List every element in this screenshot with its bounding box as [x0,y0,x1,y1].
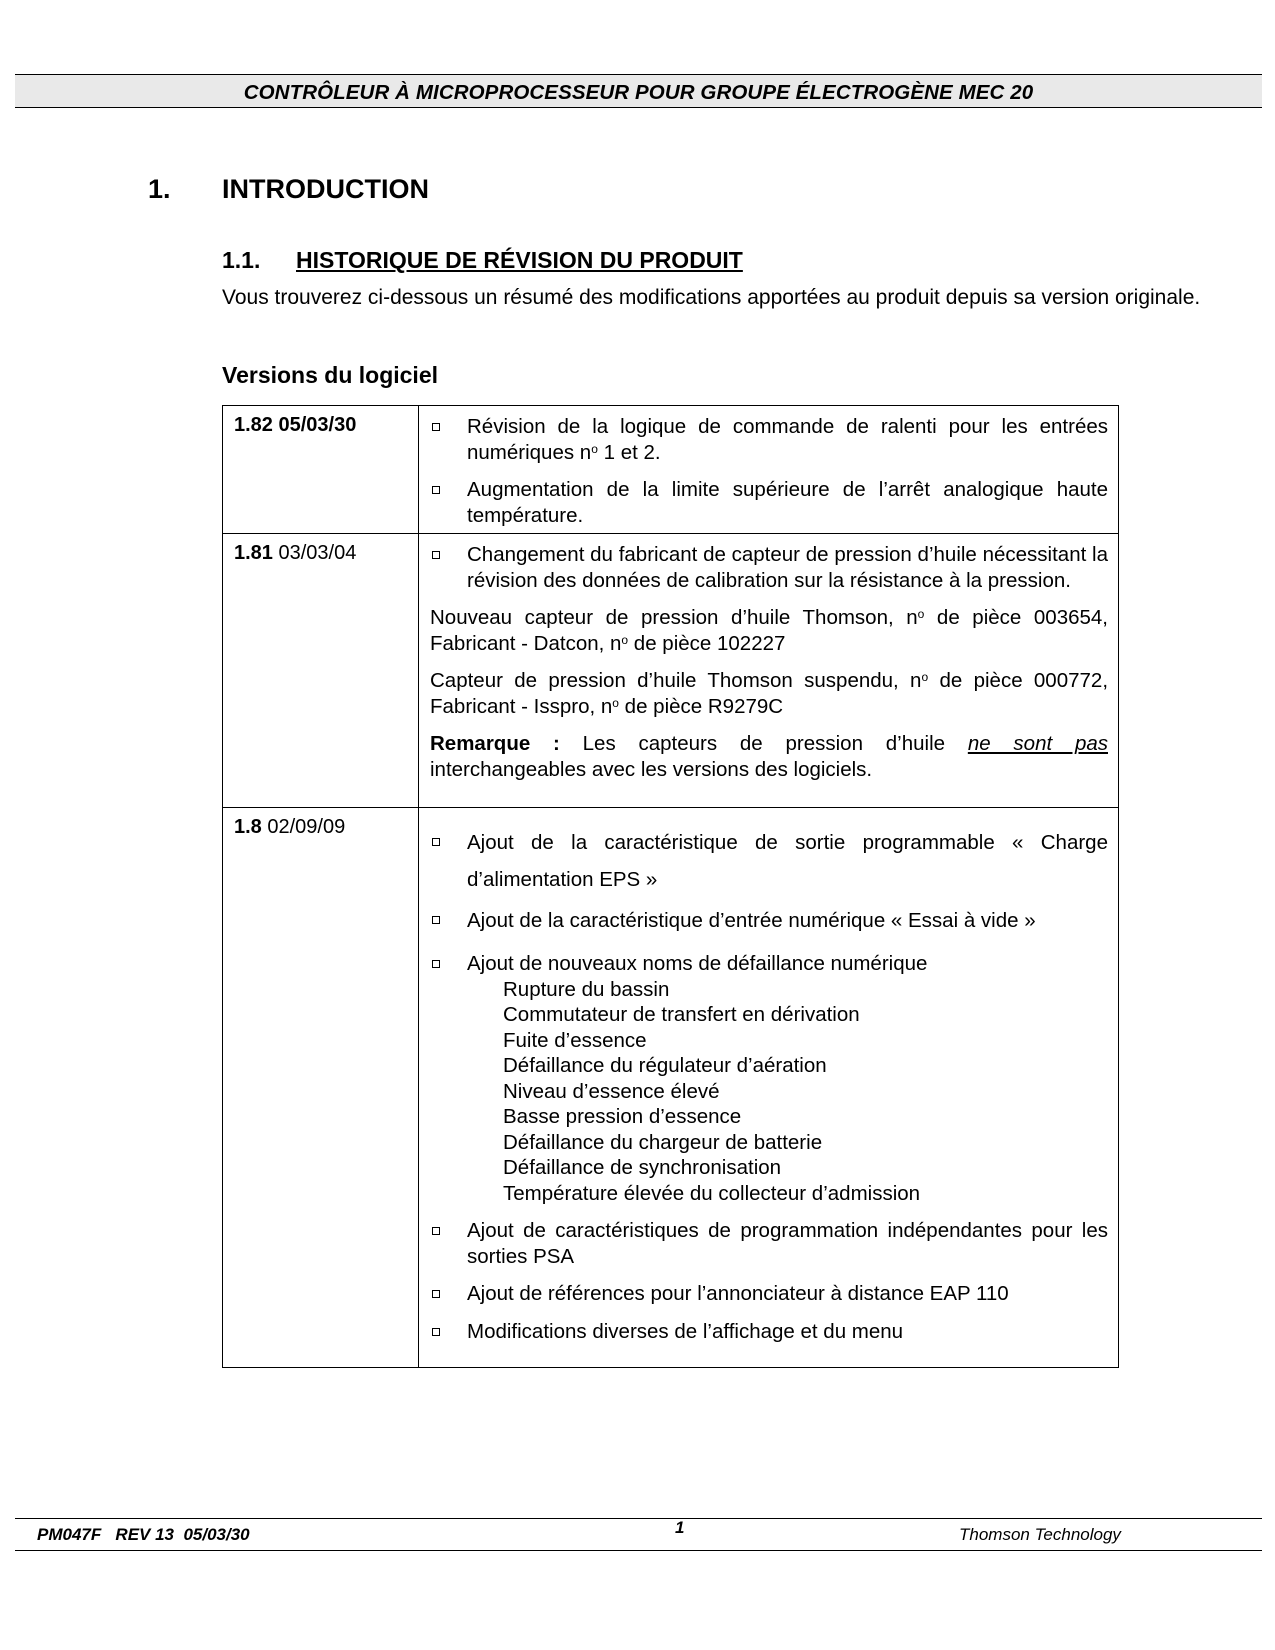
checkbox-bullet-icon [432,1290,440,1298]
subsection-number: 1.1. [222,247,261,273]
fault-item: Fuite d’essence [503,1028,647,1052]
version-18-changes [430,824,1108,1344]
sensor-suspended-paragraph: Capteur de pression d’huile Thomson suspendu, $n^o$ de pièce 000772, Fabricant - Isspro, $n^o$ de pièce R9279C [430,669,1109,718]
list-item: Modifications diverses de l’affichage et du menu [430,1319,1108,1345]
version-label-18: 1.8 02/09/09 [234,816,346,838]
fault-item: Température élevée du collecteur d’admission [503,1181,921,1205]
list-item: Augmentation de la limite supérieure de l’arrêt analogique haute température. [430,477,1108,528]
checkbox-bullet-icon [432,486,440,494]
version-181-changes [430,542,1108,782]
checkbox-bullet-icon [432,423,440,431]
checkbox-bullet-icon [432,838,440,846]
list-item: Ajout de références pour l’annonciateur à distance EAP 110 [430,1281,1108,1307]
table-row-divider [222,533,1119,534]
remark-paragraph: Remarque : Les capteurs de pression d’huile ne sont pas interchangeables avec les versions des logiciels. [430,732,1108,781]
version-label-182: 1.82 05/03/30 [234,414,357,436]
software-versions-heading: Versions du logiciel [222,362,439,388]
version-182-changes [430,414,1108,528]
checkbox-bullet-icon [432,1328,440,1336]
subsection-title: HISTORIQUE DE RÉVISION DU PRODUIT [296,247,743,273]
section-title: INTRODUCTION [222,174,429,204]
list-item: Révision de la logique de commande de ralenti pour les entrées numériques $n^o$ 1 et 2. [430,414,1108,465]
list-item: Ajout de caractéristiques de programmation indépendantes pour les sorties PSA [430,1218,1108,1269]
section-number: 1. [148,174,171,204]
fault-item: Commutateur de transfert en dérivation [503,1003,860,1026]
fault-item: Défaillance du chargeur de batterie [503,1130,823,1154]
fault-item: Niveau d’essence élevé [503,1079,720,1103]
fault-item: Défaillance de synchronisation [503,1156,782,1179]
page-header [15,74,1262,108]
list-item: Ajout de nouveaux noms de défaillance numérique [430,951,1108,977]
checkbox-bullet-icon [432,1227,440,1235]
version-label-181: 1.81 03/03/04 [234,542,357,564]
list-item: Ajout de la caractéristique d’entrée numérique « Essai à vide » [430,902,1108,939]
list-item: Changement du fabricant de capteur de pression d’huile nécessitant la révision des données de calibration sur la résistance à la pression. [430,542,1108,593]
table-row-divider [222,807,1119,808]
fault-list [430,977,1108,1207]
page-number: 1 [675,1518,685,1537]
sensor-new-paragraph: Nouveau capteur de pression d’huile Thomson, $n^o$ de pièce 003654, Fabricant - Datcon, $n^o$ de pièce 102227 [430,606,1108,655]
table-column-divider [418,405,419,1368]
document-title: CONTRÔLEUR À MICROPROCESSEUR POUR GROUPE ÉLECTROGÈNE MEC 20 [243,81,1034,104]
document-reference: PM047F REV 13 05/03/30 [37,1525,250,1544]
company-name: Thomson Technology [959,1525,1121,1544]
list-item: Ajout de la caractéristique de sortie programmable « Charge d’alimentation EPS » [430,824,1108,898]
page-footer [15,1518,1262,1551]
checkbox-bullet-icon [432,551,440,559]
checkbox-bullet-icon [432,960,440,968]
fault-item: Rupture du bassin [503,977,670,1001]
checkbox-bullet-icon [432,916,440,924]
intro-paragraph: Vous trouverez ci-dessous un résumé des modifications apportées au produit depuis sa version originale. [222,286,1201,309]
fault-item: Défaillance du régulateur d’aération [503,1054,827,1077]
fault-item: Basse pression d’essence [503,1105,742,1128]
